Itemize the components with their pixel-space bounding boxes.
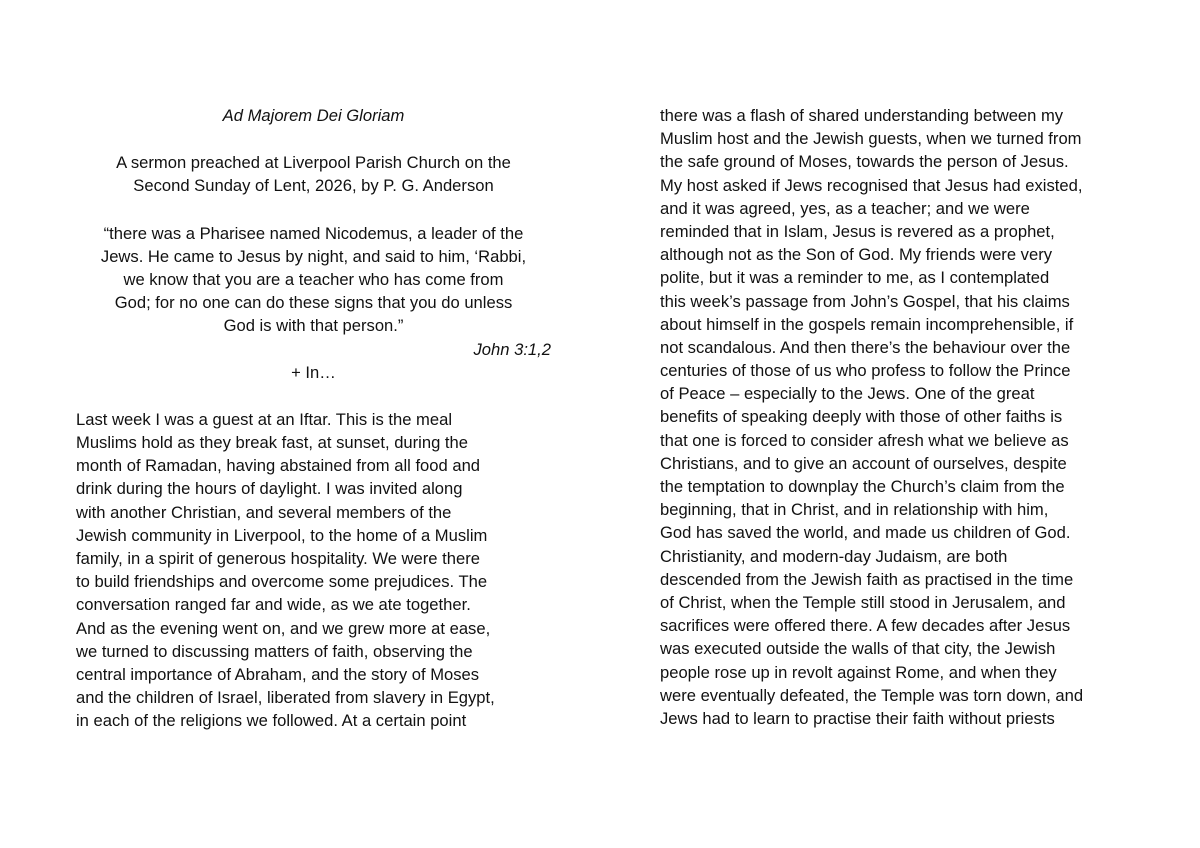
- quote-line: we know that you are a teacher who has come from: [123, 269, 504, 289]
- body-line: Jewish community in Liverpool, to the home of a Muslim: [76, 525, 488, 545]
- body-line: beginning, that in Christ, and in relationship with him,: [660, 500, 1049, 520]
- body-line: people rose up in revolt against Rome, and when they: [660, 662, 1057, 682]
- body-line: central importance of Abraham, and the story of Moses: [76, 664, 480, 684]
- right-column: [660, 104, 1130, 730]
- body-line: the safe ground of Moses, towards the person of Jesus.: [660, 152, 1069, 172]
- body-line: descended from the Jewish faith as practised in the time: [660, 569, 1074, 589]
- body-line: My host asked if Jews recognised that Jesus had existed,: [660, 175, 1083, 195]
- scripture-reference: John 3:1,2: [473, 339, 551, 359]
- spacer: [76, 198, 551, 222]
- body-line: Christians, and to give an account of ourselves, despite: [660, 453, 1067, 473]
- body-line: about himself in the gospels remain incomprehensible, if: [660, 314, 1074, 334]
- body-line: to build friendships and overcome some prejudices. The: [76, 572, 488, 592]
- body-line: was executed outside the walls of that city, the Jewish: [660, 639, 1056, 659]
- invocation: + In…: [291, 362, 336, 382]
- body-line: with another Christian, and several members of the: [76, 502, 452, 522]
- body-line: Muslims hold as they break fast, at sunset, during the: [76, 433, 468, 453]
- body-line: benefits of speaking deeply with those of other faiths is: [660, 407, 1063, 427]
- body-line: Muslim host and the Jewish guests, when we turned from: [660, 129, 1082, 149]
- body-line: not scandalous. And then there’s the behaviour over the: [660, 337, 1071, 357]
- body-line: and the children of Israel, liberated from slavery in Egypt,: [76, 688, 495, 708]
- body-line: Last week I was a guest at an Iftar. This is the meal: [76, 409, 453, 429]
- body-line: drink during the hours of daylight. I was invited along: [76, 479, 463, 499]
- sermon-title: Ad Majorem Dei Gloriam: [222, 106, 405, 125]
- body-line: although not as the Son of God. My friends were very: [660, 245, 1053, 265]
- body-line: we turned to discussing matters of faith, observing the: [76, 641, 473, 661]
- body-line: in each of the religions we followed. At a certain point: [76, 711, 467, 731]
- body-line: of Peace – especially to the Jews. One of the great: [660, 384, 1035, 404]
- spacer: [76, 127, 551, 151]
- subtitle-line: Second Sunday of Lent, 2026, by P. G. Anderson: [133, 176, 494, 196]
- body-line: polite, but it was a reminder to me, as I contemplated: [660, 268, 1050, 288]
- body-line: reminded that in Islam, Jesus is revered as a prophet,: [660, 221, 1055, 241]
- body-line: that one is forced to consider afresh what we believe as: [660, 430, 1069, 450]
- body-line: month of Ramadan, having abstained from all food and: [76, 456, 481, 476]
- body-line: God has saved the world, and made us children of God.: [660, 523, 1071, 543]
- right-page: [600, 0, 1200, 848]
- body-line: the temptation to downplay the Church’s claim from the: [660, 477, 1065, 496]
- body-line: this week’s passage from John’s Gospel, that his claims: [660, 291, 1070, 311]
- body-line: Jews had to learn to practise their faith without priests: [660, 708, 1055, 728]
- quote-line: “there was a Pharisee named Nicodemus, a leader of the: [103, 223, 524, 243]
- body-line: sacrifices were offered there. A few decades after Jesus: [660, 616, 1071, 636]
- quote-line: God is with that person.”: [223, 316, 404, 336]
- body-line: centuries of those of us who profess to follow the Prince: [660, 361, 1071, 381]
- subtitle-line: A sermon preached at Liverpool Parish Church on the: [116, 153, 511, 173]
- body-line: of Christ, when the Temple still stood in Jerusalem, and: [660, 592, 1066, 612]
- spacer: [76, 384, 551, 408]
- left-column: [76, 104, 551, 733]
- body-line: Christianity, and modern-day Judaism, are both: [660, 546, 1008, 566]
- body-line: and it was agreed, yes, as a teacher; and we were: [660, 198, 1030, 218]
- body-line: there was a flash of shared understanding between my: [660, 106, 1064, 125]
- body-line: family, in a spirit of generous hospitality. We were there: [76, 549, 480, 568]
- quote-line: Jews. He came to Jesus by night, and said to him, ‘Rabbi,: [100, 246, 527, 266]
- body-line: And as the evening went on, and we grew more at ease,: [76, 618, 491, 638]
- body-line: conversation ranged far and wide, as we ate together.: [76, 595, 471, 615]
- body-line: were eventually defeated, the Temple was torn down, and: [660, 685, 1084, 705]
- quote-line: God; for no one can do these signs that you do unless: [114, 293, 513, 313]
